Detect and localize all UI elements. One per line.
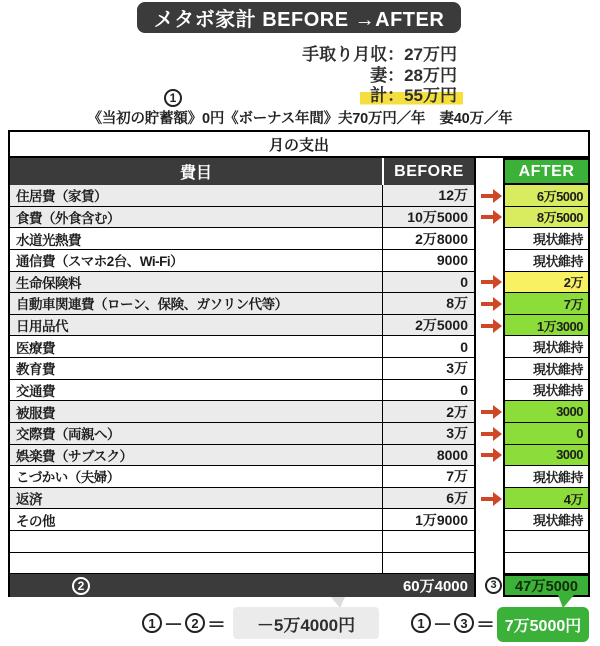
circled-1-income: 1 — [164, 89, 182, 107]
empty-table-row — [10, 531, 474, 553]
table-row — [10, 358, 474, 380]
change-arrow-icon — [479, 492, 503, 506]
row-item-label: 交際費（両親へ） — [16, 427, 120, 443]
table-row — [10, 423, 474, 445]
row-item-label: 交通費 — [16, 383, 55, 399]
circled-1-icon: 1 — [411, 613, 431, 633]
row-before-value: 7万 — [382, 466, 474, 487]
after-value-cell: 0 — [503, 423, 590, 445]
circled-2-icon: 2 — [185, 613, 205, 633]
change-arrow-icon — [479, 427, 503, 441]
empty-after-cell — [503, 553, 590, 575]
row-item-label: 水道光熱費 — [16, 232, 81, 248]
row-item-label: 返済 — [16, 492, 42, 508]
row-before-value: 6万 — [382, 488, 474, 509]
income-block — [302, 45, 457, 107]
after-value-cell: 現状維持 — [503, 509, 590, 531]
row-before-value: 0 — [382, 380, 474, 401]
table-caption: 月の支出 — [8, 130, 590, 158]
total-income-highlight: 計：55万円 — [360, 86, 463, 105]
after-value-cell: 現状維持 — [503, 466, 590, 488]
before-total-row — [10, 574, 474, 597]
change-arrow-icon — [479, 405, 503, 419]
change-arrow-icon — [479, 189, 503, 203]
row-before-value: 12万 — [382, 185, 474, 206]
row-before-value: 3万 — [382, 423, 474, 444]
table-row — [10, 509, 474, 531]
column-header-item: 費目 — [179, 165, 212, 182]
circled-3-after-total: 3 — [485, 577, 502, 594]
table-header-row — [10, 158, 474, 185]
change-arrow-icon — [479, 448, 503, 462]
after-value-cell: 8万5000 — [503, 207, 590, 229]
row-item-label: 娯楽費（サブスク） — [16, 448, 133, 464]
row-before-value: 9000 — [382, 250, 474, 271]
row-before-value: 8000 — [382, 445, 474, 466]
after-value-cell: 7万 — [503, 293, 590, 315]
after-value-cell: 現状維持 — [503, 380, 590, 402]
expense-table-left — [8, 158, 476, 597]
table-row — [10, 488, 474, 510]
table-row — [10, 445, 474, 467]
row-item-label: 生命保険料 — [16, 275, 81, 291]
change-arrow-icon — [479, 275, 503, 289]
row-item-label: 医療費 — [16, 340, 55, 356]
table-row — [10, 315, 474, 337]
after-value-cell: 3000 — [503, 401, 590, 423]
row-item-label: 被服費 — [16, 405, 55, 421]
row-item-label: 住居費（家賃） — [16, 189, 107, 205]
change-arrow-icon — [479, 297, 503, 311]
row-before-value: 8万 — [382, 293, 474, 314]
column-header-after: AFTER — [503, 158, 590, 185]
row-item-label: 日用品代 — [16, 319, 68, 335]
row-before-value: 10万5000 — [382, 207, 474, 228]
table-row — [10, 293, 474, 315]
circled-3-icon: 3 — [454, 613, 474, 633]
circled-1-icon: 1 — [142, 613, 162, 633]
table-row — [10, 466, 474, 488]
savings-bonus-note: 《当初の貯蓄額》0円《ボーナス年間》夫70万円／年 妻40万／年 — [87, 111, 513, 127]
row-item-label: 通信費（スマホ2台、Wi-Fi） — [16, 254, 184, 270]
row-item-label: 自動車関連費（ローン、保険、ガソリン代等） — [16, 297, 288, 313]
empty-table-row — [10, 553, 474, 575]
after-value-cell: 現状維持 — [503, 228, 590, 250]
after-value-cell: 現状維持 — [503, 358, 590, 380]
row-before-value: 0 — [382, 272, 474, 293]
row-item-label: その他 — [16, 513, 55, 529]
table-row — [10, 380, 474, 402]
after-value-cell: 現状維持 — [503, 336, 590, 358]
table-row — [10, 401, 474, 423]
income-line-wife: 妻：28万円 — [370, 65, 457, 85]
table-row — [10, 228, 474, 250]
row-item-label: こづかい（夫婦） — [16, 470, 120, 486]
income-line-husband: 手取り月収：27万円 — [302, 45, 457, 64]
change-arrow-icon — [479, 210, 503, 224]
row-item-label: 食費（外食含む） — [16, 210, 120, 226]
row-before-value: 2万5000 — [382, 315, 474, 336]
after-value-cell: 4万 — [503, 488, 590, 510]
income-line-total — [302, 86, 457, 107]
table-body — [10, 185, 474, 574]
after-total-value: 47万5000 — [503, 574, 590, 597]
after-diff-result: 7万5000円 — [497, 607, 589, 642]
column-header-before: BEFORE — [382, 158, 474, 185]
empty-after-cell — [503, 531, 590, 553]
row-before-value: 2万 — [382, 401, 474, 422]
formula-after-diff: 1 － 3 ＝ — [411, 613, 495, 633]
table-row — [10, 250, 474, 272]
row-before-value: 0 — [382, 336, 474, 357]
circled-2-before-total: 2 — [72, 577, 90, 595]
table-row — [10, 207, 474, 229]
after-value-cell: 現状維持 — [503, 250, 590, 272]
row-before-value: 3万 — [382, 358, 474, 379]
table-row — [10, 336, 474, 358]
table-row — [10, 185, 474, 207]
table-row — [10, 272, 474, 294]
after-value-cell: 2万 — [503, 272, 590, 294]
change-arrow-icon — [479, 319, 503, 333]
row-item-label: 教育費 — [16, 362, 55, 378]
row-before-value: 1万9000 — [382, 509, 474, 530]
before-diff-result: －5万4000円 — [233, 607, 379, 639]
title-banner — [137, 2, 461, 33]
after-value-cell: 6万5000 — [503, 185, 590, 207]
after-value-cell: 1万3000 — [503, 315, 590, 337]
before-total-value: 60万4000 — [402, 578, 468, 596]
after-value-cell: 3000 — [503, 445, 590, 467]
expense-table-after — [503, 158, 590, 597]
formula-before-diff: 1 － 2 ＝ — [142, 613, 226, 633]
page-title: メタボ家計 BEFORE →AFTER — [153, 9, 445, 31]
row-before-value: 2万8000 — [382, 228, 474, 249]
